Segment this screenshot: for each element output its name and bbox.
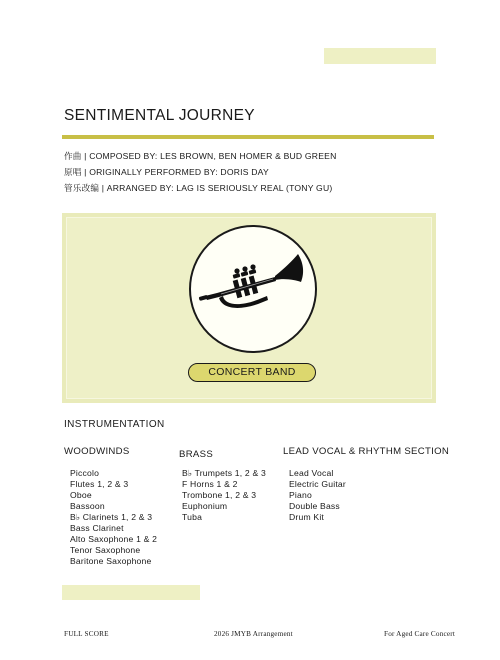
credits-block — [64, 149, 444, 197]
rhythm-heading: LEAD VOCAL & RHYTHM SECTION — [283, 446, 450, 457]
footer-accent-block — [62, 585, 200, 600]
credit-performer-text: ORIGINALLY PERFORMED BY: DORIS DAY — [89, 167, 269, 177]
list-item: Tuba — [182, 512, 203, 522]
list-item: Drum Kit — [289, 512, 325, 522]
credit-separator: | — [99, 183, 107, 193]
ensemble-badge: CONCERT BAND — [188, 363, 316, 382]
credit-separator: | — [81, 167, 90, 177]
title-underline-rule — [62, 135, 434, 139]
credit-arranger-text: ARRANGED BY: LAG IS SERIOUSLY REAL (TONY GU) — [106, 183, 333, 193]
list-item: Piano — [289, 490, 312, 500]
list-item: Alto Saxophone 1 & 2 — [70, 534, 158, 544]
brass-list — [179, 468, 266, 523]
credit-arranger — [64, 181, 444, 197]
instrumentation-heading: INSTRUMENTATION — [64, 419, 165, 430]
header-accent-block — [324, 48, 436, 64]
footer-score-type: FULL SCORE — [64, 630, 109, 638]
brass-section — [179, 449, 266, 523]
list-item: B♭ Trumpets 1, 2 & 3 — [182, 468, 266, 478]
list-item: B♭ Clarinets 1, 2 & 3 — [70, 512, 153, 522]
credit-separator: | — [81, 151, 90, 161]
credit-composer-text: COMPOSED BY: LES BROWN, BEN HOMER & BUD GREEN — [89, 151, 337, 161]
list-item: Baritone Saxophone — [70, 556, 152, 566]
list-item: F Horns 1 & 2 — [182, 479, 238, 489]
woodwinds-heading: WOODWINDS — [64, 446, 130, 457]
list-item: Oboe — [70, 490, 92, 500]
woodwinds-list — [64, 468, 157, 567]
score-title: SENTIMENTAL JOURNEY — [64, 107, 255, 124]
list-item: Tenor Saxophone — [70, 545, 141, 555]
list-item: Euphonium — [182, 501, 228, 511]
rhythm-section — [283, 446, 449, 523]
list-item: Bass Clarinet — [70, 523, 124, 533]
list-item: Bassoon — [70, 501, 105, 511]
brass-heading: BRASS — [179, 449, 214, 460]
list-item: Flutes 1, 2 & 3 — [70, 479, 129, 489]
credit-performer-cn-label: 原唱 — [64, 168, 82, 178]
list-item: Piccolo — [70, 468, 100, 478]
list-item: Electric Guitar — [289, 479, 346, 489]
trumpet-icon — [197, 250, 307, 316]
list-item: Trombone 1, 2 & 3 — [182, 490, 257, 500]
footer-occasion: For Aged Care Concert — [384, 630, 456, 638]
credit-composer-cn-label: 作曲 — [64, 152, 82, 162]
list-item: Lead Vocal — [289, 468, 334, 478]
credit-arranger-cn-label: 管乐改编 — [64, 184, 100, 194]
rhythm-list — [283, 468, 449, 523]
list-item: Double Bass — [289, 501, 340, 511]
credit-original-performer — [64, 165, 444, 181]
woodwinds-section — [64, 446, 157, 567]
credit-composer — [64, 149, 444, 165]
footer-arrangement-credit: 2026 JMYB Arrangement — [214, 630, 293, 638]
